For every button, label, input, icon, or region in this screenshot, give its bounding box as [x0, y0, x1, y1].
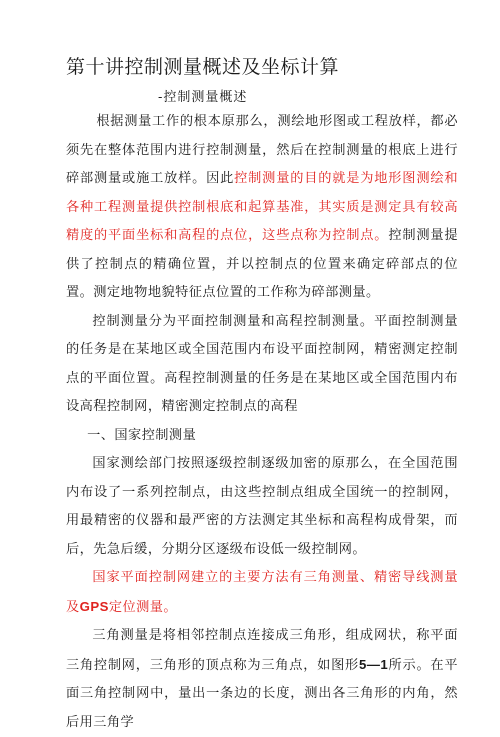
paragraph-methods-highlight: [66, 564, 458, 622]
intro-text-start: 根据测量工作的根本原那么，测绘地形图或工程放样，都必须先在整体范围内进行控制测量，然后在控制测量的根底上进行碎部测量或施工放样。因此: [66, 114, 458, 186]
document-body: [66, 108, 458, 737]
methods-text-start: 国家平面控制网建立的主要方法有三角测量、精密导线测量及: [66, 570, 458, 615]
gps-label: GPS: [79, 598, 109, 614]
document-title: 第十讲控制测量概述及坐标计算: [66, 56, 340, 78]
figure-reference: 5—1: [359, 656, 389, 672]
section-heading-national-control: 一、国家控制测量: [87, 427, 197, 443]
document-subtitle: -控制测量概述: [158, 90, 248, 105]
paragraph-intro: [66, 108, 458, 308]
intro-text-end: 控制测量提供了控制点的精确位置，并以控制点的位置来确定碎部点的位置。测定地物地貌特征点位置的工作称为碎部测量。: [66, 228, 459, 300]
intro-highlight-definition: 控制测量的目的就是为地形图测绘和各种工程测量提供控制根底和起算基准，其实质是测定具有较高精度的平面坐标和高程的点位，这些点称为控制点。: [66, 171, 458, 243]
triangulation-text-end: 所示。在平面三角控制网中，量出一条边的长度，测出各三角形的内角，然后用三角学: [66, 657, 458, 730]
methods-text-end: 定位测量。: [108, 599, 178, 615]
paragraph-triangulation: [66, 622, 458, 737]
paragraph-control-types: 控制测量分为平面控制测量和高程控制测量。平面控制测量的任务是在某地区或全国范围内布设平面控制网，精密测定控制点的平面位置。高程控制测量的任务是在某地区或全国范围内布设高程控制网，精密测定控制点的高程: [66, 313, 458, 414]
paragraph-national-control: 国家测绘部门按照逐级控制逐级加密的原那么，在全国范围内布设了一系列控制点，由这些控制点组成全国统一的控制网，用最精密的仪器和最严密的方法测定其坐标和高程构成骨架，而后，先急后缓，分期分区逐级布设低一级控制网。: [66, 456, 458, 557]
triangulation-text-start: 三角测量是将相邻控制点连接成三角形，组成网状，称平面三角控制网，三角形的顶点称为三角点，如图形: [66, 628, 458, 673]
